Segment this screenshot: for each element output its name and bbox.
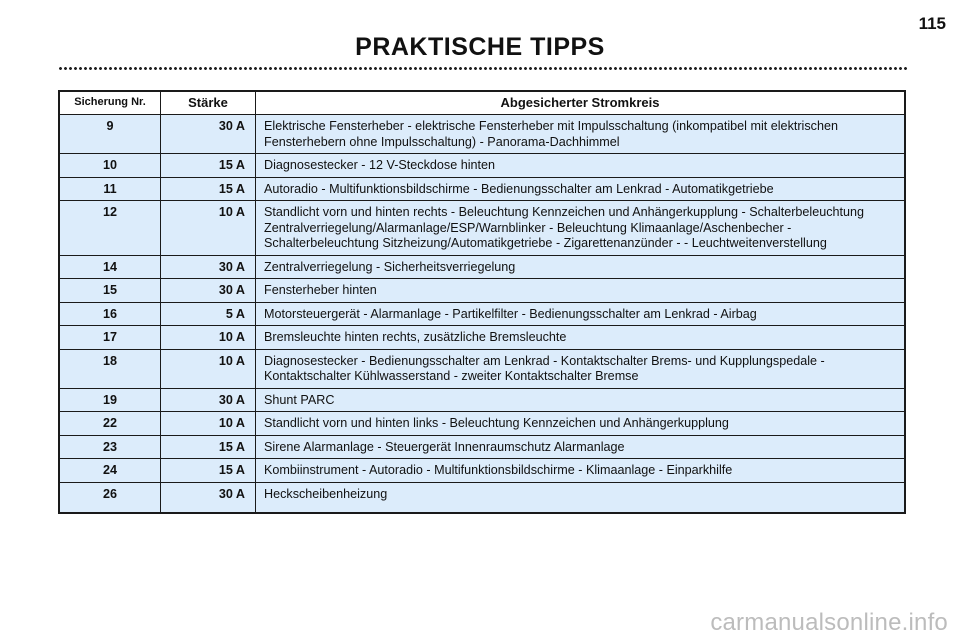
fuse-number-cell: 17: [59, 326, 161, 350]
table-row: [59, 279, 905, 303]
fuse-circuit-cell: Shunt PARC: [256, 388, 906, 412]
page-number: 115: [918, 14, 946, 33]
fuse-circuit-cell: Bremsleuchte hinten rechts, zusätzliche Bremsleuchte: [256, 326, 906, 350]
fuse-rating-cell: 10 A: [161, 201, 256, 256]
fuse-rating-cell: 30 A: [161, 115, 256, 154]
fuse-circuit-cell: Autoradio - Multifunktionsbildschirme - Bedienungsschalter am Lenkrad - Automatikgetriebe: [256, 177, 906, 201]
fuse-rating-cell: 15 A: [161, 459, 256, 483]
fuse-circuit-cell: Standlicht vorn und hinten rechts - Beleuchtung Kennzeichen und Anhängerkupplung - Schalterbeleuchtung Zentralverriegelung/Alarmanlage/ESP/Warnblinker - Beleuchtung Klimaanlage/Aschenbecher - Schalterbeleuchtung Sitzheizung/Automatikgetriebe - Zigarettenanzünder - - Leuchtweitenverstellung: [256, 201, 906, 256]
fuse-number-cell: 16: [59, 302, 161, 326]
fuse-number-cell: 15: [59, 279, 161, 303]
table-header-row: [59, 91, 905, 115]
table-row: [59, 388, 905, 412]
fuse-number-cell: 19: [59, 388, 161, 412]
fuse-number-cell: 11: [59, 177, 161, 201]
fuse-rating-cell: 30 A: [161, 482, 256, 513]
fuse-rating-cell: 15 A: [161, 154, 256, 178]
fuse-circuit-cell: Standlicht vorn und hinten links - Beleuchtung Kennzeichen und Anhängerkupplung: [256, 412, 906, 436]
table-row: [59, 154, 905, 178]
fuse-circuit-cell: Elektrische Fensterheber - elektrische Fensterheber mit Impulsschaltung (inkompatibel mit elektrischen Fensterhebern ohne Impulsschaltung) - Panorama-Dachhimmel: [256, 115, 906, 154]
fuse-rating-cell: 10 A: [161, 326, 256, 350]
table-row: [59, 326, 905, 350]
table-row: [59, 459, 905, 483]
fuse-circuit-cell: Fensterheber hinten: [256, 279, 906, 303]
fuse-rating-cell: 30 A: [161, 388, 256, 412]
fuse-circuit-cell: Diagnosestecker - 12 V-Steckdose hinten: [256, 154, 906, 178]
fuse-number-cell: 10: [59, 154, 161, 178]
header-fuse-number: Sicherung Nr.: [59, 91, 161, 115]
fuse-number-cell: 22: [59, 412, 161, 436]
fuse-number-cell: 18: [59, 349, 161, 388]
fuse-number-cell: 9: [59, 115, 161, 154]
fuse-rating-cell: 5 A: [161, 302, 256, 326]
fuse-rating-cell: 30 A: [161, 255, 256, 279]
table-row: [59, 412, 905, 436]
fuse-number-cell: 26: [59, 482, 161, 513]
fuse-number-cell: 24: [59, 459, 161, 483]
header-circuit: Abgesicherter Stromkreis: [256, 91, 906, 115]
fuse-rating-cell: 10 A: [161, 349, 256, 388]
table-row: [59, 255, 905, 279]
fuse-circuit-cell: Kombiinstrument - Autoradio - Multifunktionsbildschirme - Klimaanlage - Einparkhilfe: [256, 459, 906, 483]
fuse-circuit-cell: Zentralverriegelung - Sicherheitsverriegelung: [256, 255, 906, 279]
header-rating: Stärke: [161, 91, 256, 115]
table-row: [59, 177, 905, 201]
table-row: [59, 482, 905, 513]
table-row: [59, 201, 905, 256]
dotted-divider: [58, 66, 908, 71]
fuse-circuit-cell: Sirene Alarmanlage - Steuergerät Innenraumschutz Alarmanlage: [256, 435, 906, 459]
fuse-number-cell: 14: [59, 255, 161, 279]
fuse-table: [58, 90, 906, 514]
table-row: [59, 349, 905, 388]
fuse-circuit-cell: Motorsteuergerät - Alarmanlage - Partikelfilter - Bedienungsschalter am Lenkrad - Airbag: [256, 302, 906, 326]
fuse-rating-cell: 15 A: [161, 177, 256, 201]
table-row: [59, 302, 905, 326]
fuse-rating-cell: 15 A: [161, 435, 256, 459]
fuse-circuit-cell: Diagnosestecker - Bedienungsschalter am Lenkrad - Kontaktschalter Brems- und Kupplungspedale - Kontaktschalter Kühlwasserstand - zweiter Kontaktschalter Bremse: [256, 349, 906, 388]
fuse-number-cell: 12: [59, 201, 161, 256]
table-row: [59, 115, 905, 154]
table-row: [59, 435, 905, 459]
watermark: carmanualsonline.info: [710, 609, 948, 636]
fuse-circuit-cell: Heckscheibenheizung: [256, 482, 906, 513]
fuse-rating-cell: 30 A: [161, 279, 256, 303]
fuse-number-cell: 23: [59, 435, 161, 459]
fuse-rows: [59, 115, 905, 514]
page-title: PRAKTISCHE TIPPS: [355, 33, 605, 61]
fuse-rating-cell: 10 A: [161, 412, 256, 436]
